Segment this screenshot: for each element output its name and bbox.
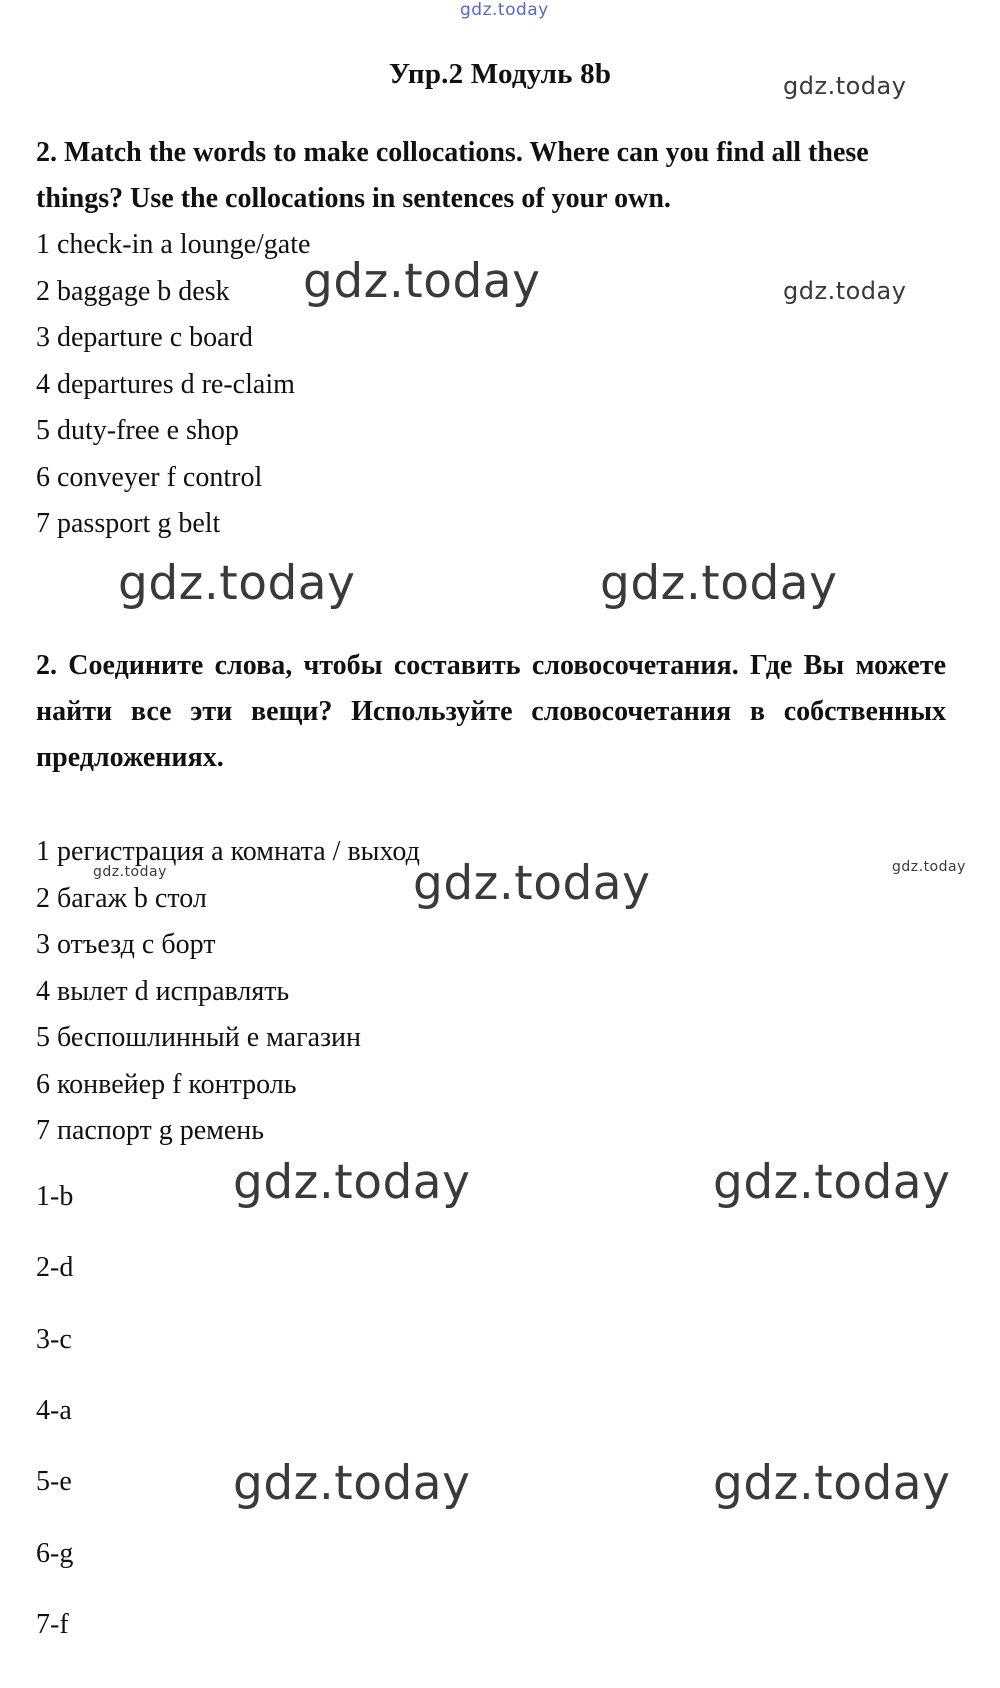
english-item: 7 passport g belt xyxy=(36,508,221,539)
watermark: gdz.today xyxy=(783,277,907,305)
watermark: gdz.today xyxy=(713,1456,951,1511)
answer-item: 7-f xyxy=(36,1609,69,1640)
answer-item: 4-a xyxy=(36,1395,72,1426)
english-item: 4 departures d re-claim xyxy=(36,368,295,400)
russian-item: 7 паспорт g ремень xyxy=(36,1115,265,1146)
russian-item: 5 беспошлинный е магазин xyxy=(36,1022,362,1053)
english-instruction: 2. Match the words to make collocations. Where can you find all these things? Use the collocations in sentences of your own. xyxy=(36,137,869,214)
page-title: Упр.2 Модуль 8b xyxy=(388,58,612,90)
russian-item: 4 вылет d исправлять xyxy=(36,975,290,1007)
watermark: gdz.today xyxy=(713,1155,951,1210)
english-item: 3 departure c board xyxy=(36,322,253,353)
answer-item: 6-g xyxy=(36,1538,74,1569)
russian-item: 1 регистрация а комната / выход xyxy=(36,836,420,867)
answer-item: 3-c xyxy=(36,1324,72,1355)
russian-item: 3 отъезд с борт xyxy=(36,929,216,960)
watermark: gdz.today xyxy=(303,254,541,309)
watermark: gdz.today xyxy=(93,864,167,880)
russian-section xyxy=(36,643,946,781)
watermark: gdz.today xyxy=(783,72,907,100)
watermark: gdz.today xyxy=(600,556,838,611)
russian-item: 2 багаж b стол xyxy=(36,882,207,914)
english-item: 6 conveyer f control xyxy=(36,461,263,493)
watermark: gdz.today xyxy=(233,1155,471,1210)
english-item: 5 duty-free e shop xyxy=(36,415,239,446)
english-item: 2 baggage b desk xyxy=(36,275,230,307)
watermark: gdz.today xyxy=(413,856,651,911)
english-section xyxy=(36,130,946,548)
watermark: gdz.today xyxy=(892,859,966,875)
watermark: gdz.today xyxy=(118,556,356,611)
answer-item: 1-b xyxy=(36,1181,74,1212)
watermark: gdz.today xyxy=(233,1456,471,1511)
answer-item: 2-d xyxy=(36,1252,74,1283)
english-item: 1 check-in a lounge/gate xyxy=(36,229,311,260)
russian-instruction: 2. Соедините слова, чтобы составить словосочетания. Где Вы можете найти все эти вещи? Используйте словосочетания в собственных предложениях. xyxy=(36,650,946,773)
russian-item: 6 конвейер f контроль xyxy=(36,1068,297,1100)
watermark-top: gdz.today xyxy=(460,0,549,20)
answer-item: 5-e xyxy=(36,1466,72,1497)
